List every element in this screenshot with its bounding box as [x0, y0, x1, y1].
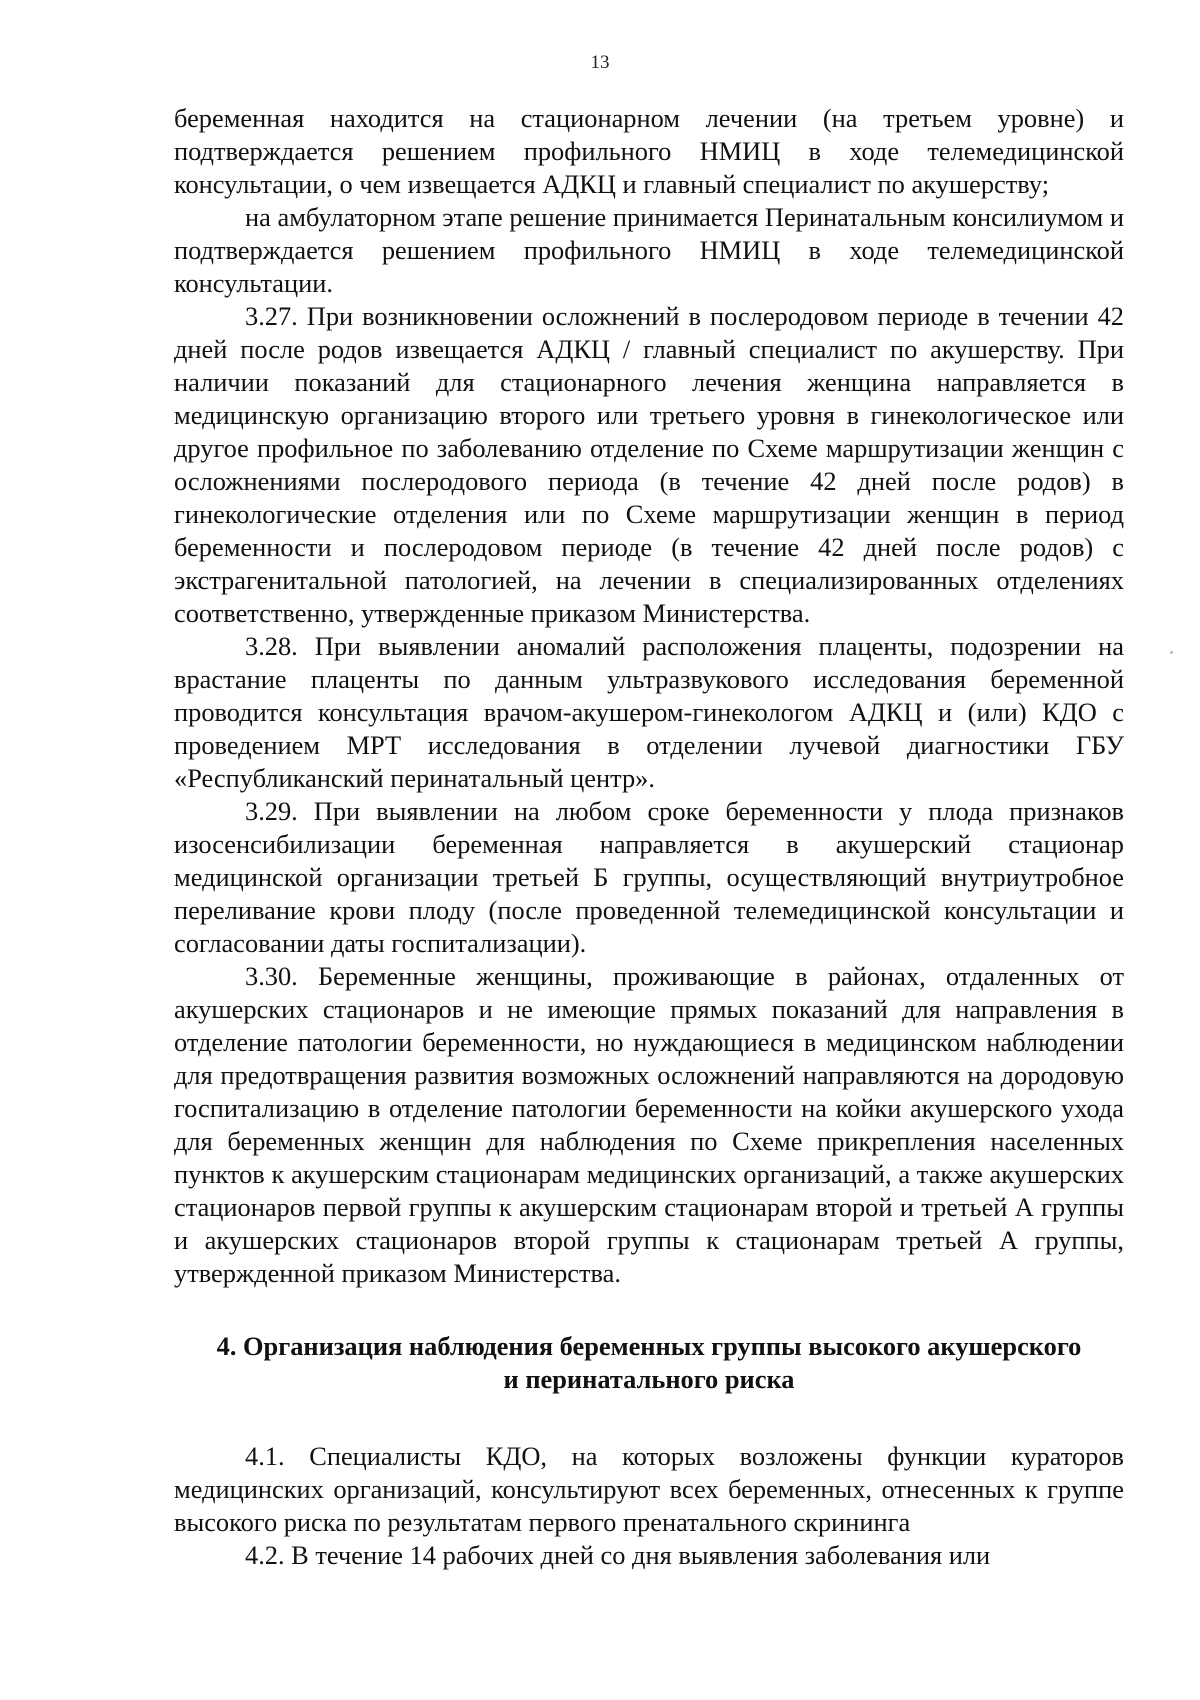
section-heading-line-2: и перинатального риска: [503, 1364, 795, 1394]
scan-artifact-dot: [1170, 651, 1173, 654]
paragraph-4-1: 4.1. Специалисты КДО, на которых возложены функции кураторов медицинских организаций, консультируют всех беременных, отнесенных к группе высокого риска по результатам первого пренатального скрининга: [174, 1441, 1124, 1537]
paragraph-ambulatory: на амбулаторном этапе решение принимается Перинатальным консилиумом и подтверждается решением профильного НМИЦ в ходе телемедицинской консультации.: [174, 202, 1124, 298]
paragraph-continuation: беременная находится на стационарном лечении (на третьем уровне) и подтверждается решением профильного НМИЦ в ходе телемедицинской консультации, о чем извещается АДКЦ и главный специалист по акушерству;: [174, 103, 1124, 199]
paragraph-4-2: 4.2. В течение 14 рабочих дней со дня выявления заболевания или: [245, 1540, 991, 1570]
paragraph-3-28: 3.28. При выявлении аномалий расположения плаценты, подозрении на врастание плаценты по данным ультразвукового исследования беременной проводится консультация врачом-акушером-гинекологом АДКЦ и (или) КДО с проведением МРТ исследования в отделении лучевой диагностики ГБУ «Республиканский перинатальный центр».: [174, 631, 1124, 793]
document-body: [174, 102, 1124, 1572]
paragraph-3-30: 3.30. Беременные женщины, проживающие в районах, отдаленных от акушерских стационаров и не имеющие прямых показаний для направления в отделение патологии беременности, но нуждающиеся в медицинском наблюдении для предотвращения развития возможных осложнений направляются на дородовую госпитализацию в отделение патологии беременности на койки акушерского ухода для беременных женщин для наблюдения по Схеме прикрепления населенных пунктов к акушерским стационарам медицинских организаций, а также акушерских стационаров первой группы к акушерским стационарам второй и третьей А группы и акушерских стационаров второй группы к стационарам третьей А группы, утвержденной приказом Министерства.: [174, 961, 1124, 1288]
section-heading-line-1: 4. Организация наблюдения беременных группы высокого акушерского: [216, 1331, 1082, 1361]
paragraph-3-29: 3.29. При выявлении на любом сроке беременности у плода признаков изосенсибилизации беременная направляется в акушерский стационар медицинской организации третьей Б группы, осуществляющий внутриутробное переливание крови плоду (после проведенной телемедицинской консультации и согласовании даты госпитализации).: [174, 796, 1124, 958]
section-heading: [174, 1330, 1124, 1396]
page-number: 13: [590, 52, 610, 73]
paragraph-3-27: 3.27. При возникновении осложнений в послеродовом периоде в течении 42 дней после родов извещается АДКЦ / главный специалист по акушерству. При наличии показаний для стационарного лечения женщина направляется в медицинскую организацию второго или третьего уровня в гинекологическое или другое профильное по заболеванию отделение по Схеме маршрутизации женщин с осложнениями послеродового периода (в течение 42 дней после родов) в гинекологические отделения или по Схеме маршрутизации женщин в период беременности и послеродовом периоде (в течение 42 дней после родов) с экстрагенитальной патологией, на лечении в специализированных отделениях соответственно, утвержденные приказом Министерства.: [174, 301, 1124, 628]
